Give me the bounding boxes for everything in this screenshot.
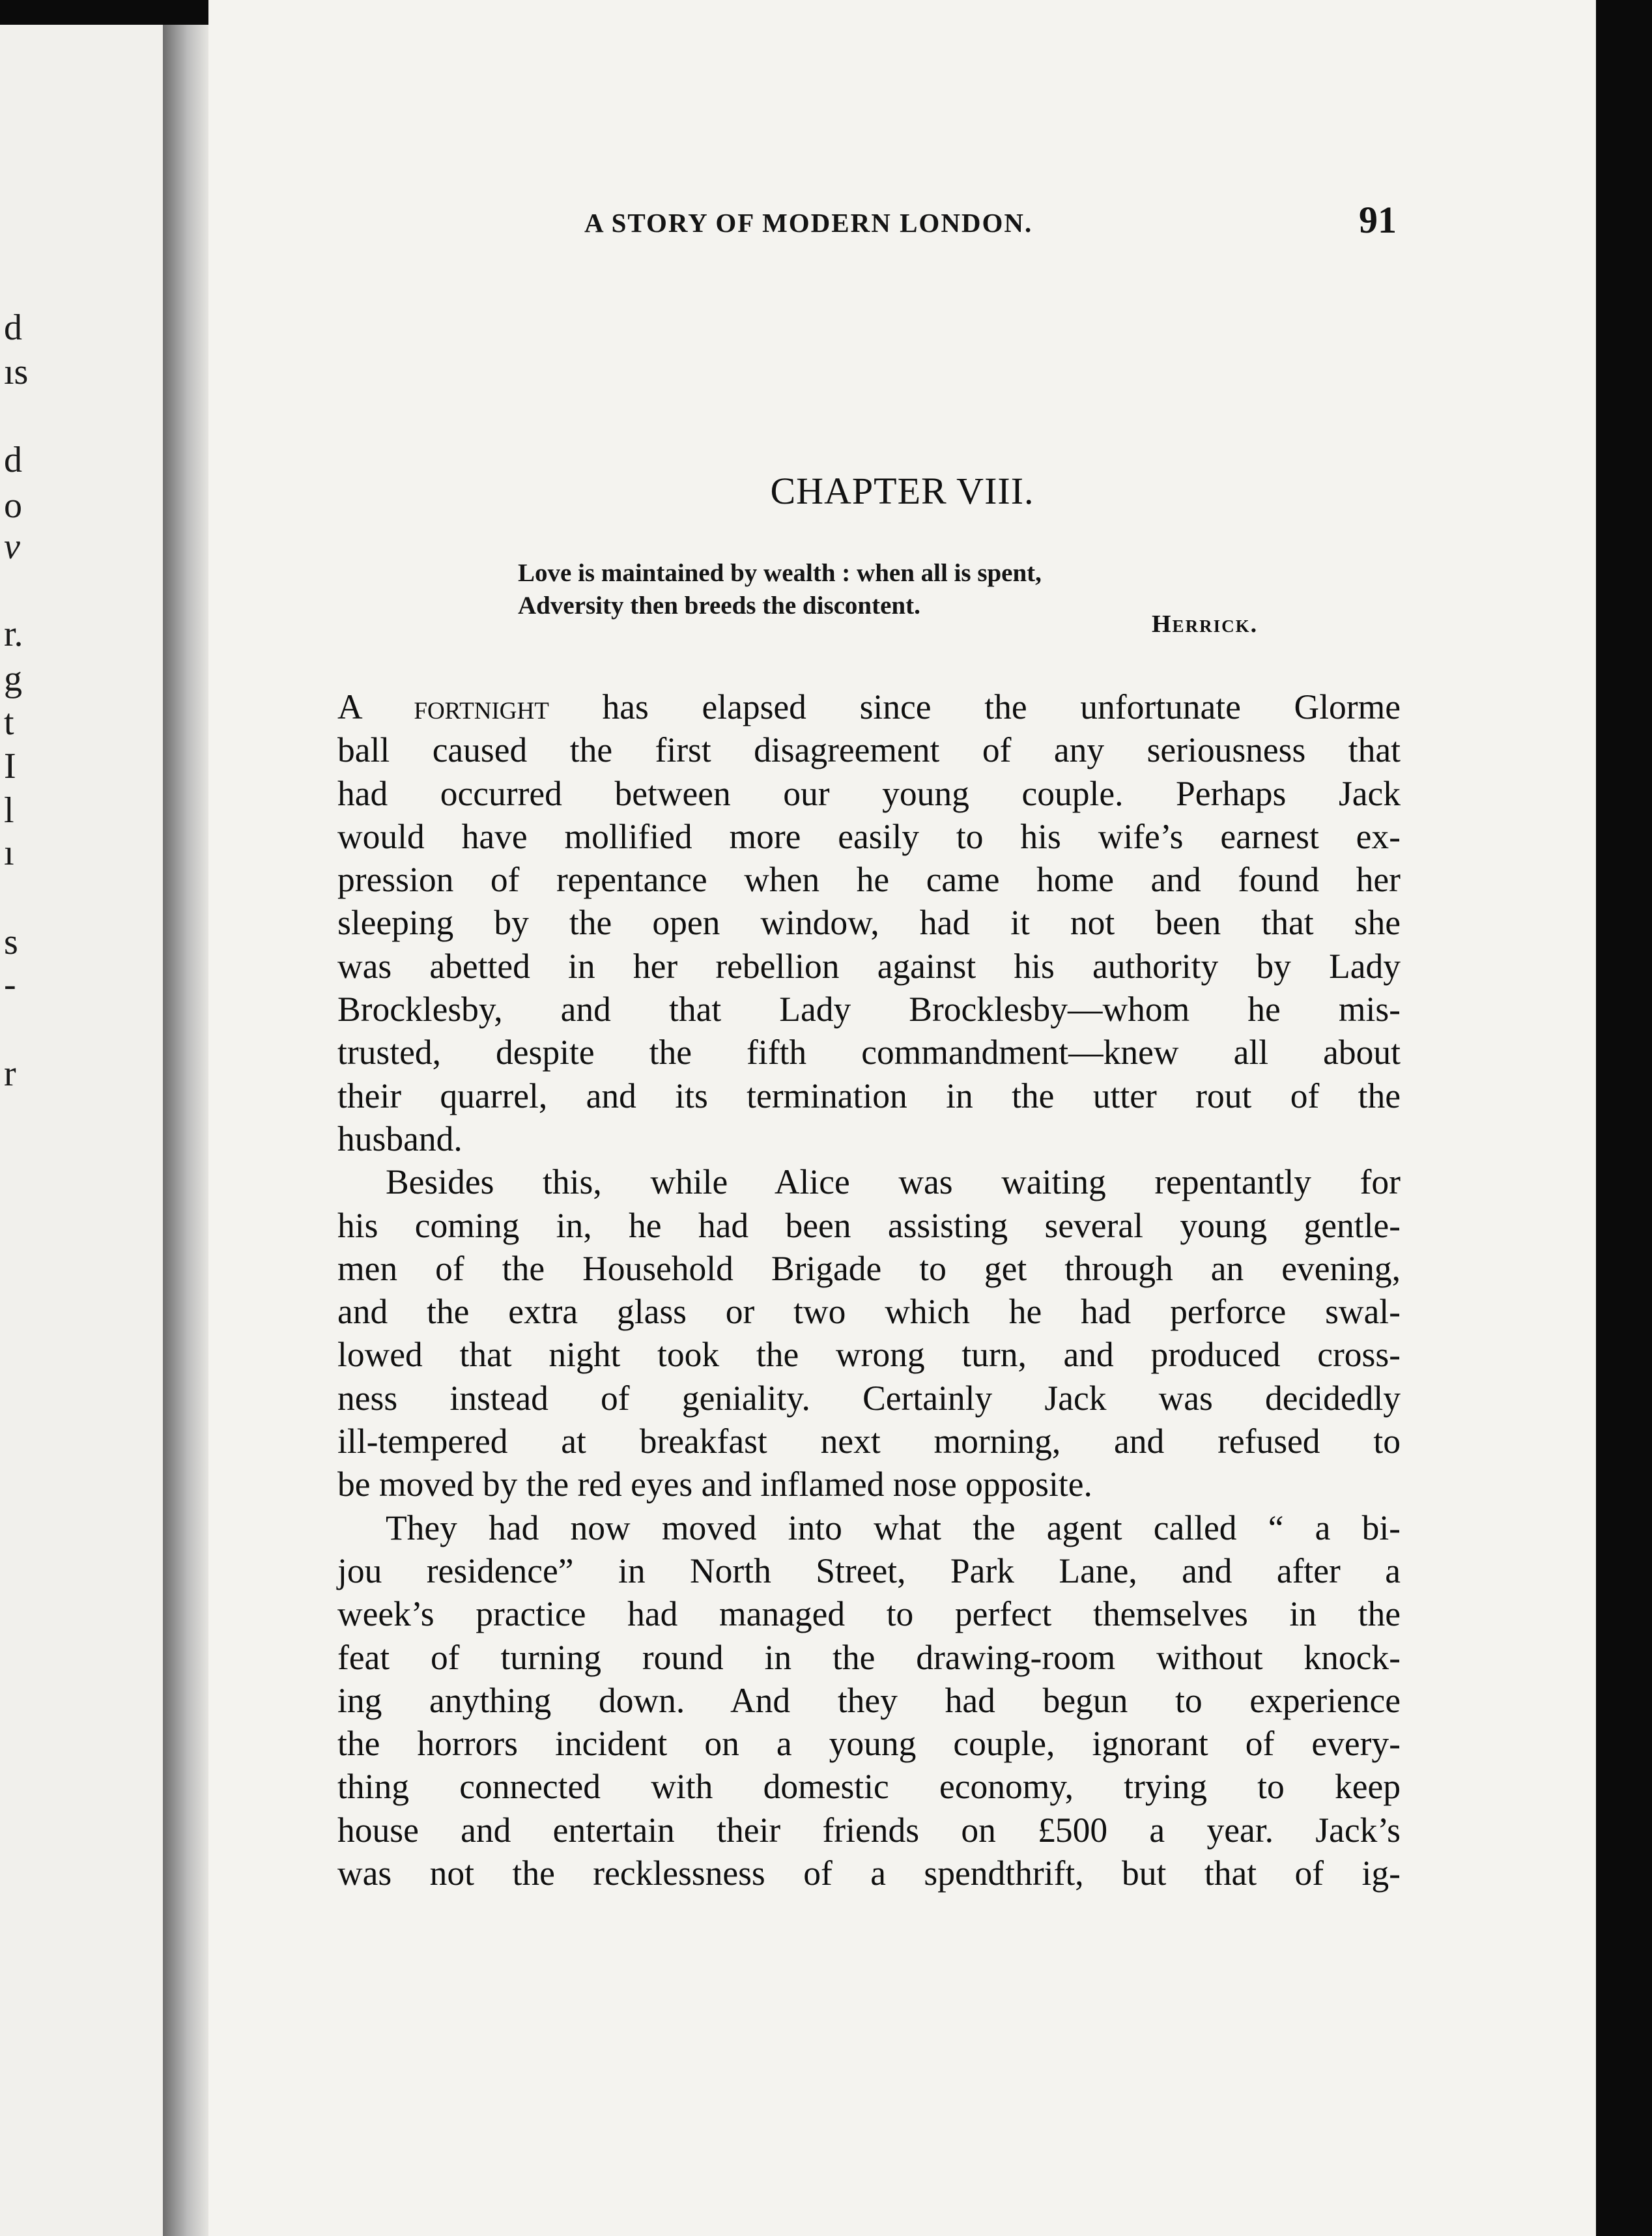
facing-page-fragment: t xyxy=(4,702,14,743)
text-line: husband. xyxy=(337,1119,463,1158)
paragraph-lead: A fortnight xyxy=(337,687,549,726)
text-line xyxy=(337,685,1401,728)
text-line: be moved by the red eyes and inflamed nose opposite. xyxy=(337,1465,1092,1504)
text-line: was abetted in her rebellion against his authority by Lady xyxy=(337,946,1401,986)
facing-page-fragment: d xyxy=(4,440,22,480)
facing-page-fragment: r. xyxy=(4,614,23,654)
text-line: his coming in, he had been assisting several young gentle- xyxy=(337,1205,1401,1245)
chapter-title: CHAPTER VIII. xyxy=(770,470,1034,512)
epigraph-line: Love is maintained by wealth : when all is spent, xyxy=(518,559,1042,587)
text-line: jou residence” in North Street, Park Lane, and after a xyxy=(337,1551,1401,1590)
text-line: was not the recklessness of a spendthrift, but that of ig- xyxy=(337,1854,1401,1893)
facing-page-text-fragments xyxy=(0,25,39,2236)
facing-page-fragment: - xyxy=(4,964,16,1005)
text-line: would have mollified more easily to his wife’s earnest ex- xyxy=(337,816,1401,856)
text-line: house and entertain their friends on £500 a year. Jack’s xyxy=(337,1810,1401,1850)
text-line: Besides this, while Alice was waiting repentantly for xyxy=(386,1162,1401,1202)
text-line: men of the Household Brigade to get through an evening, xyxy=(337,1248,1401,1288)
text-line: sleeping by the open window, had it not been that she xyxy=(337,903,1401,943)
running-head: A STORY OF MODERN LONDON. xyxy=(584,208,1033,238)
text-line: thing connected with domestic economy, trying to keep xyxy=(337,1767,1401,1807)
text-line: They had now moved into what the agent called “ a bi- xyxy=(386,1508,1401,1547)
epigraph-line: Adversity then breeds the discontent. xyxy=(518,592,920,620)
text-line: the horrors incident on a young couple, ignorant of every- xyxy=(337,1724,1401,1764)
facing-page-fragment: ı xyxy=(4,833,14,873)
facing-page-fragment: o xyxy=(4,485,22,526)
facing-page-fragment: g xyxy=(4,659,22,699)
book-gutter xyxy=(163,25,208,2236)
facing-page-fragment: l xyxy=(4,790,14,831)
facing-page xyxy=(0,25,163,2236)
facing-page-fragment: s xyxy=(4,922,18,962)
text-line: Brocklesby, and that Lady Brocklesby—whom he mis- xyxy=(337,990,1401,1029)
text-line: ball caused the first disagreement of any seriousness that xyxy=(337,730,1401,770)
text-line: week’s practice had managed to perfect themselves in the xyxy=(337,1594,1401,1634)
body-text xyxy=(337,685,1401,1895)
facing-page-fragment: ıs xyxy=(4,352,29,392)
text-line: ness instead of geniality. Certainly Jack was decidedly xyxy=(337,1378,1401,1418)
text-line: trusted, despite the fifth commandment—knew all about xyxy=(337,1033,1401,1072)
text-line-rest: has elapsed since the unfortunate Glorme xyxy=(548,687,1401,726)
text-line: ing anything down. And they had begun to experience xyxy=(337,1680,1401,1720)
epigraph-author: Herrick. xyxy=(1152,610,1259,638)
text-line: their quarrel, and its termination in the utter rout of the xyxy=(337,1076,1401,1115)
facing-page-fragment: d xyxy=(4,308,22,348)
text-line: and the extra glass or two which he had perforce swal- xyxy=(337,1292,1401,1332)
text-line: pression of repentance when he came home and found her xyxy=(337,860,1401,900)
text-line: had occurred between our young couple. Perhaps Jack xyxy=(337,773,1401,813)
facing-page-fragment: v xyxy=(4,526,20,567)
text-line: lowed that night took the wrong turn, and produced cross- xyxy=(337,1335,1401,1375)
facing-page-fragment: I xyxy=(4,746,16,786)
text-line: ill-tempered at breakfast next morning, and refused to xyxy=(337,1422,1401,1461)
page-number: 91 xyxy=(1359,199,1397,241)
scan-border-right xyxy=(1596,0,1652,2236)
facing-page-fragment: r xyxy=(4,1054,16,1094)
text-line: feat of turning round in the drawing-room without knock- xyxy=(337,1637,1401,1677)
